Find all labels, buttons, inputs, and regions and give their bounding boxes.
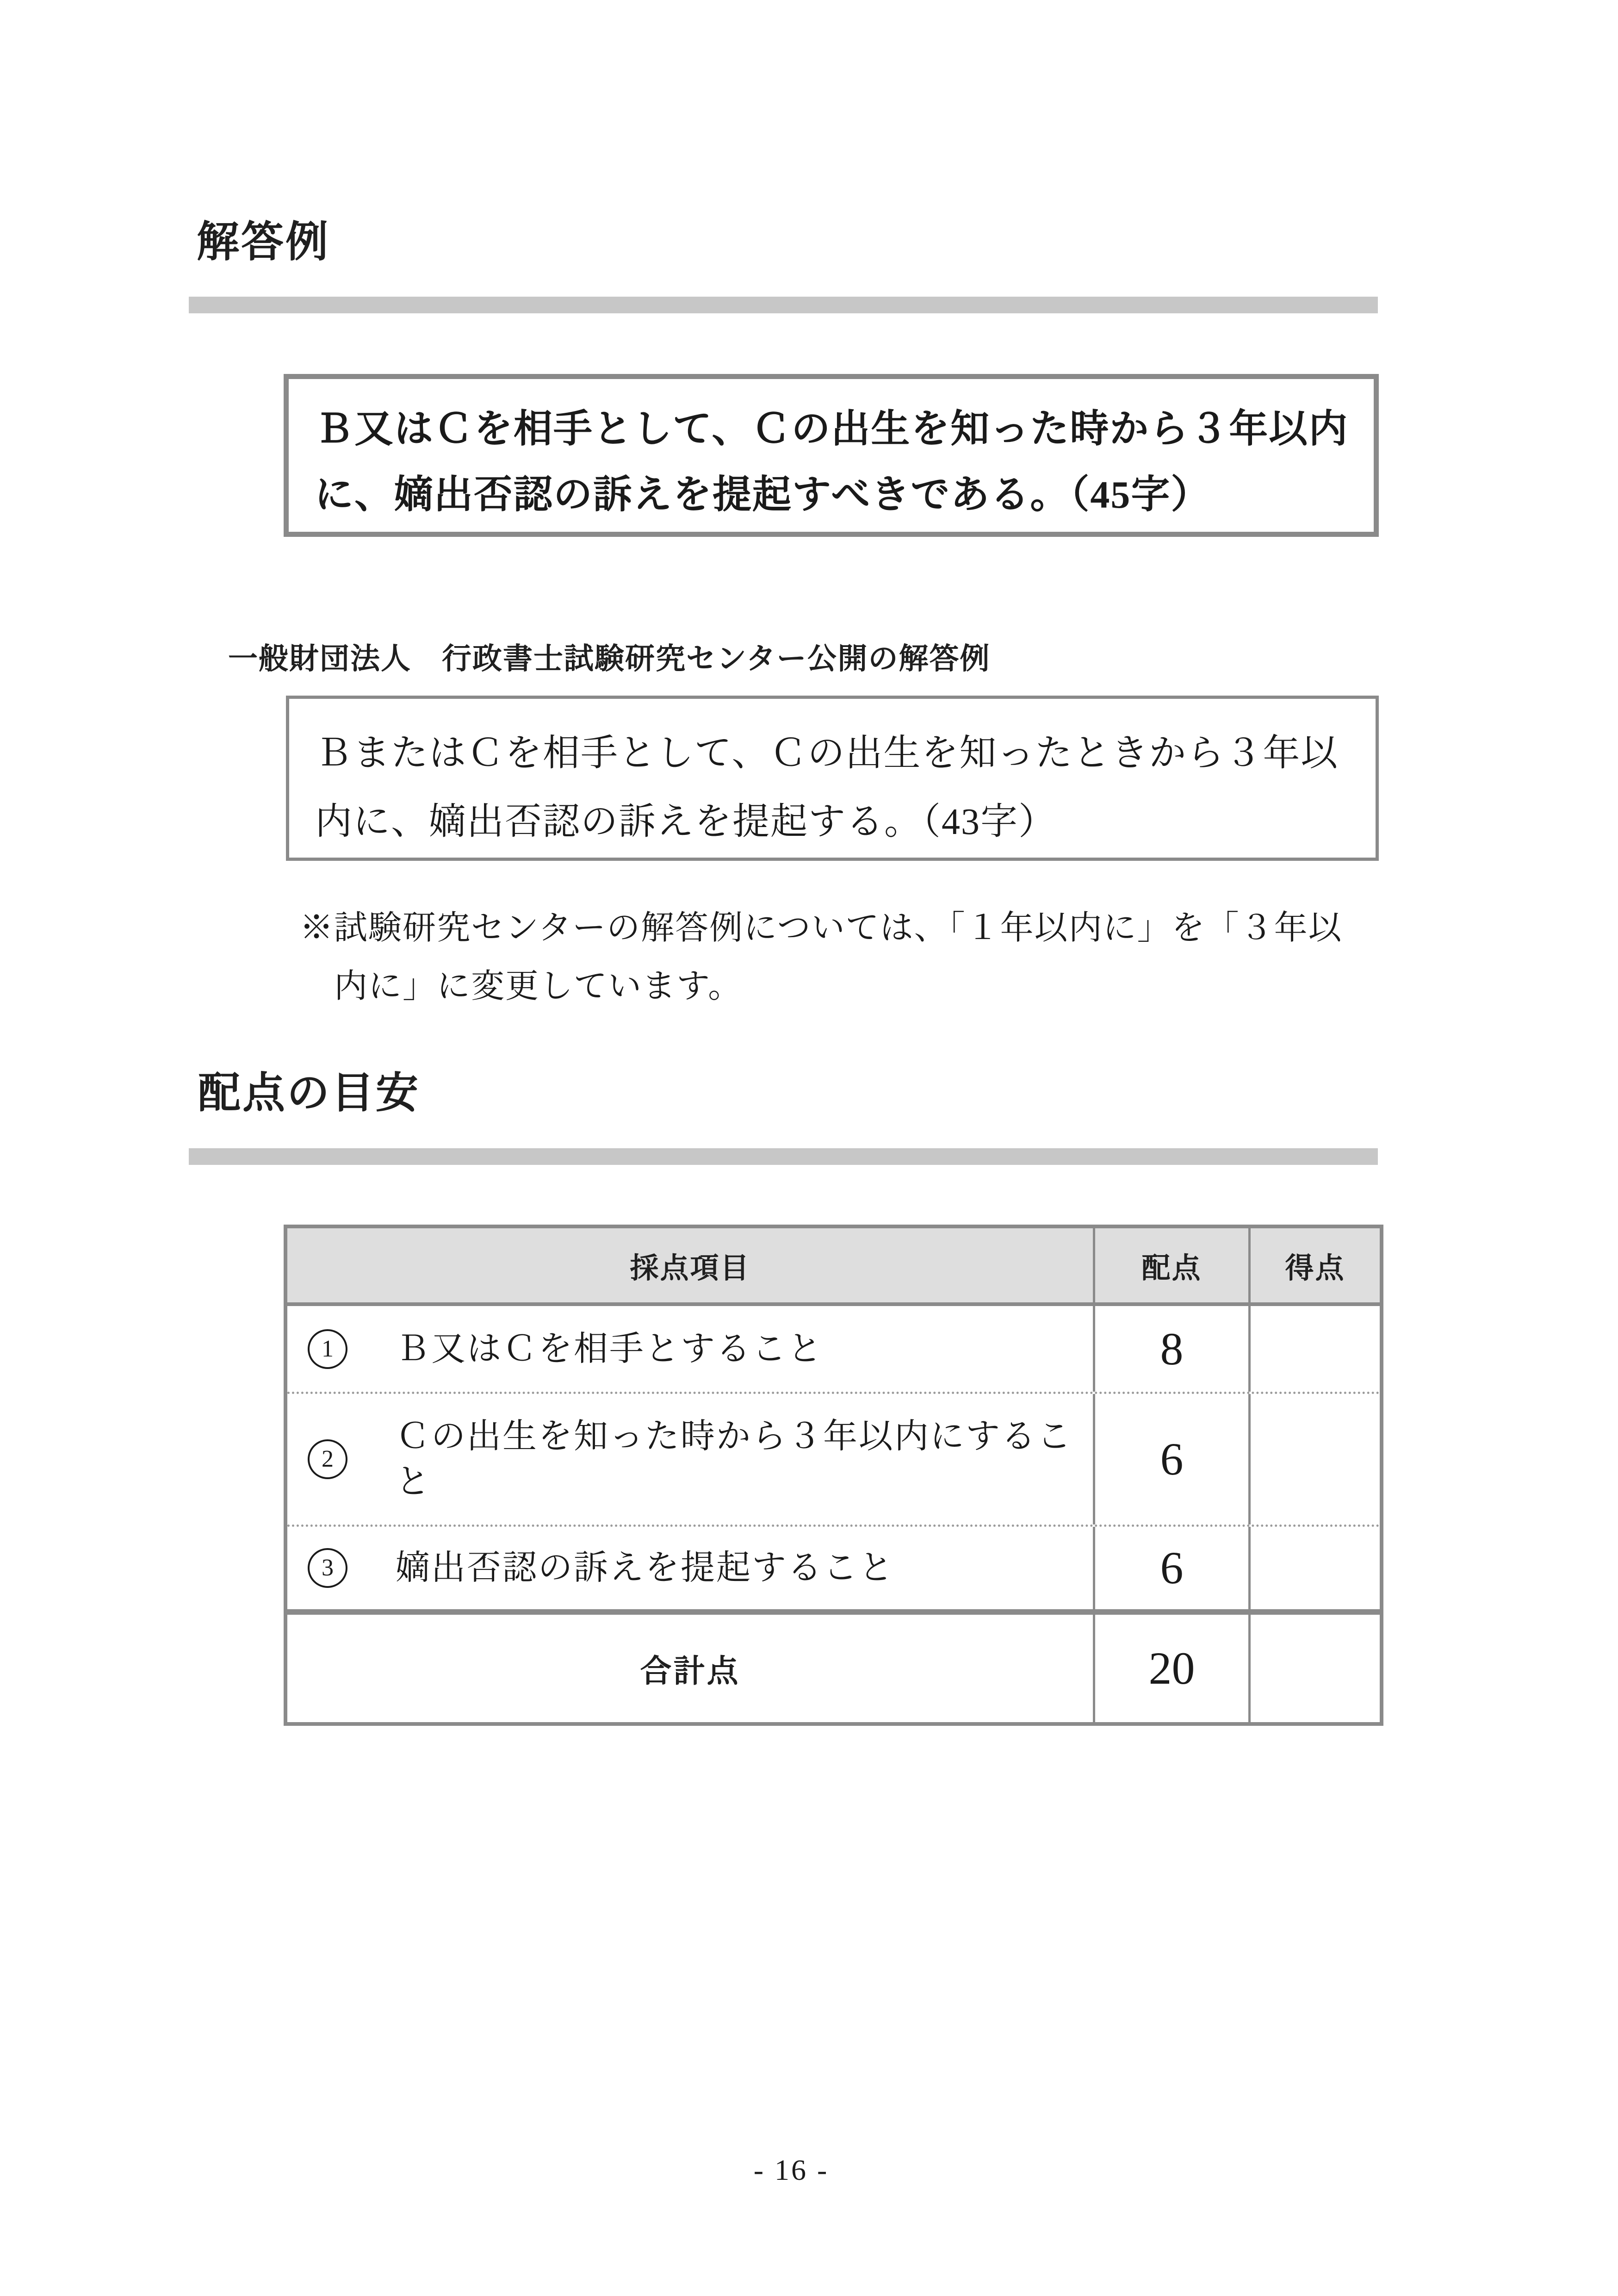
points-value: 6	[1095, 1394, 1251, 1524]
item-cell	[287, 1527, 1095, 1609]
item-number-circle	[308, 1439, 347, 1479]
table-total-row	[287, 1615, 1380, 1722]
score-cell-empty	[1251, 1527, 1380, 1609]
score-cell-empty	[1251, 1394, 1380, 1524]
item-cell	[287, 1394, 1095, 1524]
scoring-section-heading: 配点の目安	[198, 1070, 421, 1117]
table-row	[287, 1306, 1380, 1394]
page-number: - 16 -	[753, 2153, 829, 2186]
col-header-item: 採点項目	[287, 1228, 1095, 1302]
item-text: Ｂ又はＣを相手とすること	[396, 1330, 823, 1368]
table-header-row	[287, 1228, 1380, 1306]
table-row	[287, 1394, 1380, 1527]
col-header-score: 得点	[1285, 1252, 1345, 1284]
model-answer-box	[284, 374, 1379, 537]
item-number: 1	[322, 1335, 334, 1362]
total-points: 20	[1095, 1615, 1251, 1722]
item-number: 3	[322, 1555, 334, 1581]
center-answer-text: ＢまたはＣを相手として、Ｃの出生を知ったときから３年以内に、嫡出否認の訴えを提起する。（43字）	[315, 733, 1339, 842]
table-row	[287, 1527, 1380, 1615]
answer-section-heading: 解答例	[197, 218, 330, 266]
source-caption: 一般財団法人 行政書士試験研究センター公開の解答例	[228, 642, 991, 675]
model-answer-text: Ｂ又はＣを相手として、Ｃの出生を知った時から３年以内に、嫡出否認の訴えを提起すべきである。（45字）	[315, 408, 1349, 516]
note-text: ※試験研究センターの解答例については、「１年以内に」を「３年以内に」に変更しています。	[300, 909, 1343, 1005]
total-score-cell-empty	[1251, 1615, 1380, 1722]
item-number: 2	[322, 1446, 334, 1472]
item-cell	[287, 1306, 1095, 1392]
points-value: 6	[1095, 1527, 1251, 1609]
points-value: 8	[1095, 1306, 1251, 1392]
item-text: Ｃの出生を知った時から３年以内にすること	[396, 1418, 1072, 1501]
item-number-circle	[308, 1329, 347, 1369]
col-header-points: 配点	[1095, 1228, 1251, 1302]
center-answer-box	[286, 696, 1379, 861]
section-divider-bar	[189, 297, 1378, 313]
item-number-circle	[308, 1548, 347, 1588]
scoring-table	[284, 1225, 1383, 1726]
section-divider-bar	[189, 1148, 1378, 1165]
item-text: 嫡出否認の訴えを提起すること	[396, 1549, 894, 1587]
score-cell-empty	[1251, 1306, 1380, 1392]
total-label: 合計点	[287, 1615, 1095, 1722]
